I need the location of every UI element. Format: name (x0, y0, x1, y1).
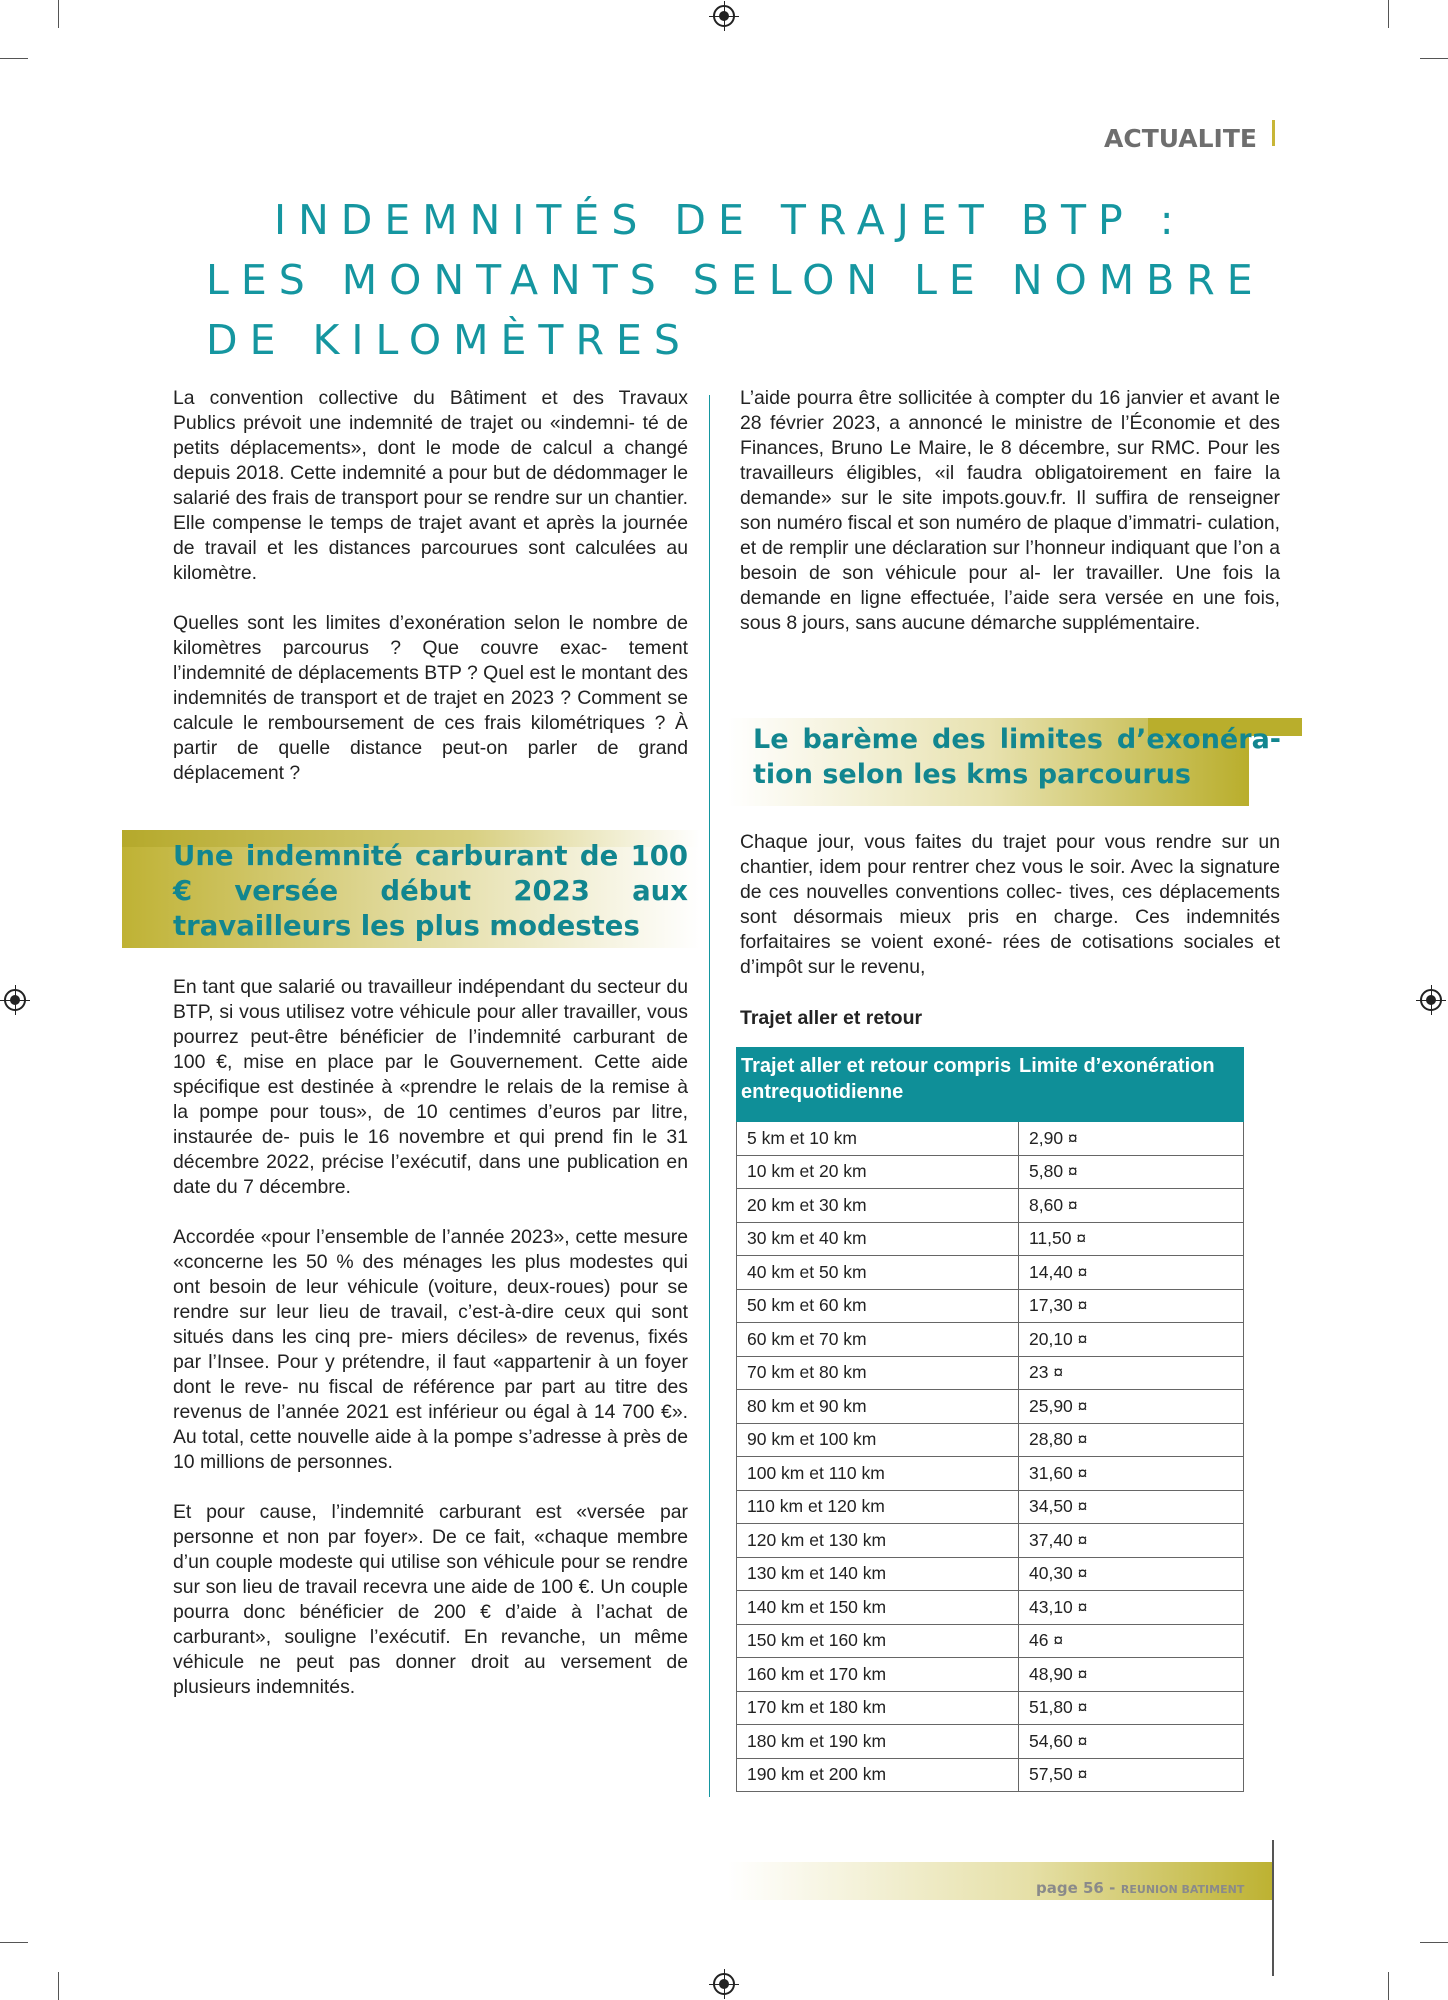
limit-cell: 28,80 ¤ (1019, 1423, 1244, 1457)
limit-cell: 14,40 ¤ (1019, 1256, 1244, 1290)
crop-mark (1420, 58, 1448, 59)
crop-mark (58, 1972, 59, 2000)
paragraph: En tant que salarié ou travailleur indépendant du secteur du BTP, si vous utilisez votre véhicule pour aller travailler, vous pourrez peut-être bénéficier de l’indemnité carburant de 100 €, mise en place par le Gouvernement. Cette aide spécifique est destinée à «prendre le relais de la remise à la pompe pour tous», de 10 centimes d’euros par litre, instaurée de- puis le 16 novembre et qui prend fin le 31 décembre 2022, précise l’exécutif, dans une publication en date du 7 décembre. (173, 976, 688, 1198)
registration-mark-icon (4, 989, 26, 1011)
column-divider (709, 395, 710, 1797)
limit-cell: 20,10 ¤ (1019, 1323, 1244, 1357)
limit-cell: 23 ¤ (1019, 1356, 1244, 1390)
exoneration-table (736, 1047, 1244, 1792)
distance-cell: 110 km et 120 km (737, 1490, 1019, 1524)
distance-cell: 70 km et 80 km (737, 1356, 1019, 1390)
section-accent-bar (1272, 120, 1275, 146)
paragraph: Chaque jour, vous faites du trajet pour vous rendre sur un chantier, idem pour rentrer chez vous le soir. Avec la signature de ces nouvelles conventions collec- tives, ces déplacements sont désormais mieux pris en charge. Ces indemnités forfaitaires se voient exoné- rées de cotisations sociales et d’impôt sur le revenu, (740, 831, 1280, 978)
limit-cell: 11,50 ¤ (1019, 1222, 1244, 1256)
table-header-row (737, 1048, 1244, 1122)
article-title-line-2: LES MONTANTS SELON LE NOMBRE (206, 256, 1265, 304)
table-row (737, 1256, 1244, 1290)
table-row (737, 1356, 1244, 1390)
left-column-intro (173, 386, 688, 786)
distance-cell: 5 km et 10 km (737, 1122, 1019, 1156)
limit-cell: 46 ¤ (1019, 1624, 1244, 1658)
right-column-intro (740, 386, 1280, 636)
paragraph: Accordée «pour l’ensemble de l’année 2023», cette mesure «concerne les 50 % des ménages les plus modestes qui ont besoin de leur véhicule (voiture, deux-roues) pour se rendre sur leur lieu de travail, c’est-à-dire ceux qui sont situés dans les cinq pre- miers déciles» de revenus, fixés par l’Insee. Pour y prétendre, il faut «appartenir à un foyer dont le reve- nu fiscal de référence par part au titre des revenus de l’année 2021 est inférieur ou égal à 14 700 €». Au total, cette nouvelle aide à la pompe s’adresse à près de 10 millions de personnes. (173, 1226, 688, 1473)
column-header-limit: Limite d’exonération (1019, 1055, 1215, 1077)
limit-cell: 25,90 ¤ (1019, 1390, 1244, 1424)
article-title-line-3: DE KILOMÈTRES (206, 316, 692, 364)
limit-cell: 37,40 ¤ (1019, 1524, 1244, 1558)
table-row (737, 1490, 1244, 1524)
distance-cell: 80 km et 90 km (737, 1390, 1019, 1424)
table-row (737, 1691, 1244, 1725)
distance-cell: 130 km et 140 km (737, 1557, 1019, 1591)
distance-cell: 190 km et 200 km (737, 1758, 1019, 1792)
table-row (737, 1122, 1244, 1156)
limit-cell: 8,60 ¤ (1019, 1189, 1244, 1223)
distance-cell: 30 km et 40 km (737, 1222, 1019, 1256)
distance-cell: 170 km et 180 km (737, 1691, 1019, 1725)
page-footer (1036, 1878, 1244, 1897)
limit-cell: 54,60 ¤ (1019, 1725, 1244, 1759)
paragraph: L’aide pourra être sollicitée à compter du 16 janvier et avant le 28 février 2023, a annoncé le ministre de l’Économie et des Finances, Bruno Le Maire, le 8 décembre, sur RMC. Pour les travailleurs éligibles, «il faudra obligatoirement en faire la demande» sur le site impots.gouv.fr. Il suffira de renseigner son numéro fiscal et son numéro de plaque d’immatri- culation, et de remplir une déclaration sur l’honneur indiquant que l’on a besoin de son véhicule pour al- ler travailler. Une fois la demande en ligne effectuée, l’aide sera versée en une fois, sous 8 jours, sans aucune démarche supplémentaire. (740, 387, 1280, 634)
registration-mark-icon (713, 5, 735, 27)
table-row (737, 1390, 1244, 1424)
left-column-body (173, 975, 688, 1700)
footer-rule (1272, 1840, 1274, 1976)
table-caption: Trajet aller et retour (740, 1007, 923, 1029)
crop-mark (0, 58, 28, 59)
limit-cell: 48,90 ¤ (1019, 1658, 1244, 1692)
limit-cell: 51,80 ¤ (1019, 1691, 1244, 1725)
page-number: page 56 - (1036, 1879, 1116, 1897)
table-row (737, 1222, 1244, 1256)
limit-cell: 43,10 ¤ (1019, 1591, 1244, 1625)
table-row (737, 1591, 1244, 1625)
table-row (737, 1758, 1244, 1792)
registration-mark-icon (1420, 989, 1442, 1011)
crop-mark (58, 0, 59, 28)
paragraph: Quelles sont les limites d’exonération selon le nombre de kilomètres parcourus ? Que couvre exac- tement l’indemnité de déplacements BTP ? Quel est le montant des indemnités de transport et de trajet en 2023 ? Comment se calcule le remboursement de ces frais kilométriques ? À partir de quelle distance peut-on parler de grand déplacement ? (173, 612, 688, 784)
magazine-name: REUNION BATIMENT (1120, 1883, 1245, 1896)
section-label: ACTUALITE (1104, 124, 1257, 153)
registration-mark-icon (713, 1973, 735, 1995)
limit-cell: 57,50 ¤ (1019, 1758, 1244, 1792)
crop-mark (0, 1942, 28, 1943)
paragraph: Et pour cause, l’indemnité carburant est «versée par personne et non par foyer». De ce fait, «chaque membre d’un couple modeste qui utilise son véhicule pour se rendre sur son lieu de travail recevra une aide de 100 €. Un couple pourra donc bénéficier de 200 € d’aide à l’achat de carburant», souligne l’exécutif. En revanche, un même véhicule ne peut pas donner droit au versement de plusieurs indemnités. (173, 1501, 688, 1698)
right-column-body (740, 830, 1280, 980)
limit-cell: 31,60 ¤ (1019, 1457, 1244, 1491)
distance-cell: 160 km et 170 km (737, 1658, 1019, 1692)
table-row (737, 1189, 1244, 1223)
distance-cell: 90 km et 100 km (737, 1423, 1019, 1457)
table-row (737, 1289, 1244, 1323)
crop-mark (1388, 0, 1389, 28)
table-row (737, 1155, 1244, 1189)
crop-mark (1388, 1972, 1389, 2000)
distance-cell: 140 km et 150 km (737, 1591, 1019, 1625)
section-heading-fuel-allowance: Une indemnité carburant de 100 € versée début 2023 aux travailleurs les plus modestes (173, 840, 688, 942)
article-title-line-1: INDEMNITÉS DE TRAJET BTP : (274, 196, 1186, 244)
limit-cell: 5,80 ¤ (1019, 1155, 1244, 1189)
column-header-distance: Trajet aller et retour compris entrequotidienne (741, 1055, 1012, 1103)
limit-cell: 2,90 ¤ (1019, 1122, 1244, 1156)
distance-cell: 20 km et 30 km (737, 1189, 1019, 1223)
table-row (737, 1423, 1244, 1457)
table-header (737, 1048, 1244, 1122)
crop-mark (1420, 1942, 1448, 1943)
table-row (737, 1658, 1244, 1692)
table-row (737, 1457, 1244, 1491)
table-row (737, 1524, 1244, 1558)
limit-cell: 40,30 ¤ (1019, 1557, 1244, 1591)
table-row (737, 1624, 1244, 1658)
limit-cell: 17,30 ¤ (1019, 1289, 1244, 1323)
distance-cell: 180 km et 190 km (737, 1725, 1019, 1759)
table-row (737, 1725, 1244, 1759)
distance-cell: 10 km et 20 km (737, 1155, 1019, 1189)
distance-cell: 120 km et 130 km (737, 1524, 1019, 1558)
paragraph: La convention collective du Bâtiment et des Travaux Publics prévoit une indemnité de trajet ou «indemni- té de petits déplacements», dont le mode de calcul a changé depuis 2018. Cette indemnité a pour but de dédommager le salarié des frais de transport pour se rendre sur un chantier. Elle compense le temps de trajet avant et après la journée de travail et les distances parcourues sont calculées au kilomètre. (173, 387, 688, 584)
table-row (737, 1557, 1244, 1591)
distance-cell: 40 km et 50 km (737, 1256, 1019, 1290)
section-heading-bareme: Le barème des limites d’exonéra- tion selon les kms parcourus (753, 724, 1281, 790)
distance-cell: 50 km et 60 km (737, 1289, 1019, 1323)
distance-cell: 60 km et 70 km (737, 1323, 1019, 1357)
limit-cell: 34,50 ¤ (1019, 1490, 1244, 1524)
table-row (737, 1323, 1244, 1357)
distance-cell: 100 km et 110 km (737, 1457, 1019, 1491)
distance-cell: 150 km et 160 km (737, 1624, 1019, 1658)
